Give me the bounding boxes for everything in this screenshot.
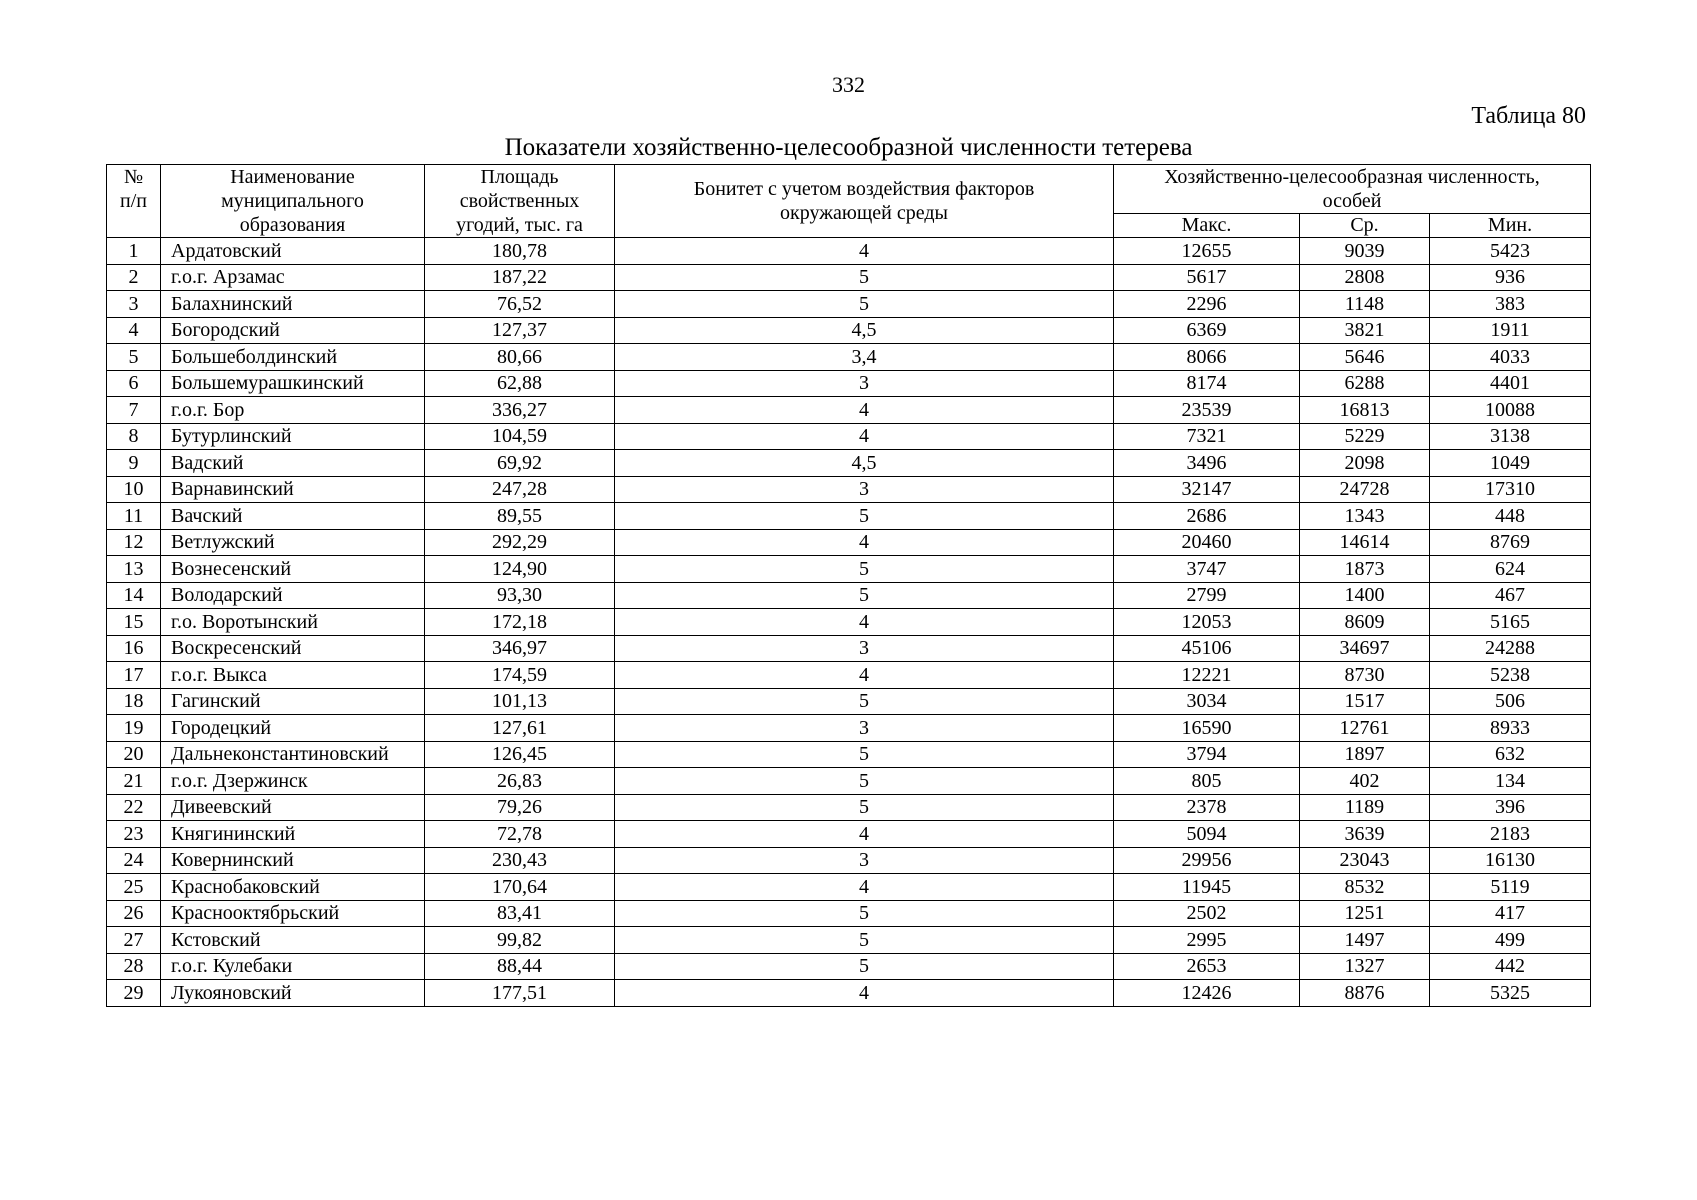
municipality-name: г.о.г. Арзамас bbox=[161, 264, 425, 291]
row-number: 1 bbox=[107, 238, 161, 265]
header-area-line: Площадь bbox=[480, 166, 559, 188]
max-value: 5094 bbox=[1114, 821, 1300, 848]
municipality-name: Бутурлинский bbox=[161, 423, 425, 450]
area-value: 88,44 bbox=[425, 953, 615, 980]
avg-value: 1897 bbox=[1300, 741, 1430, 768]
avg-value: 1400 bbox=[1300, 582, 1430, 609]
municipality-name: Большеболдинский bbox=[161, 344, 425, 371]
row-number: 7 bbox=[107, 397, 161, 424]
table-row bbox=[107, 900, 1591, 927]
max-value: 805 bbox=[1114, 768, 1300, 795]
header-no bbox=[107, 165, 161, 238]
area-value: 187,22 bbox=[425, 264, 615, 291]
municipality-name: Большемурашкинский bbox=[161, 370, 425, 397]
page-number: 332 bbox=[832, 72, 865, 97]
area-value: 177,51 bbox=[425, 980, 615, 1007]
avg-value: 8609 bbox=[1300, 609, 1430, 636]
max-value: 8174 bbox=[1114, 370, 1300, 397]
avg-value: 1517 bbox=[1300, 688, 1430, 715]
area-value: 230,43 bbox=[425, 847, 615, 874]
header-bonitet-line: окружающей среды bbox=[780, 202, 948, 224]
row-number: 15 bbox=[107, 609, 161, 636]
avg-value: 8532 bbox=[1300, 874, 1430, 901]
municipality-name: г.о.г. Выкса bbox=[161, 662, 425, 689]
min-value: 632 bbox=[1430, 741, 1591, 768]
municipality-name: Дальнеконстантиновский bbox=[161, 741, 425, 768]
min-value: 5119 bbox=[1430, 874, 1591, 901]
municipality-name: г.о. Воротынский bbox=[161, 609, 425, 636]
bonitet-value: 5 bbox=[615, 264, 1114, 291]
municipality-name: Княгининский bbox=[161, 821, 425, 848]
area-value: 247,28 bbox=[425, 476, 615, 503]
table-row bbox=[107, 821, 1591, 848]
max-value: 16590 bbox=[1114, 715, 1300, 742]
table-body bbox=[107, 238, 1591, 1007]
row-number: 27 bbox=[107, 927, 161, 954]
table-row bbox=[107, 450, 1591, 477]
area-value: 174,59 bbox=[425, 662, 615, 689]
municipality-name: Воскресенский bbox=[161, 635, 425, 662]
bonitet-value: 5 bbox=[615, 794, 1114, 821]
bonitet-value: 4,5 bbox=[615, 317, 1114, 344]
table-row bbox=[107, 397, 1591, 424]
row-number: 22 bbox=[107, 794, 161, 821]
avg-value: 1148 bbox=[1300, 291, 1430, 318]
avg-value: 5229 bbox=[1300, 423, 1430, 450]
bonitet-value: 4 bbox=[615, 529, 1114, 556]
min-value: 442 bbox=[1430, 953, 1591, 980]
area-value: 93,30 bbox=[425, 582, 615, 609]
municipality-name: г.о.г. Бор bbox=[161, 397, 425, 424]
avg-value: 1873 bbox=[1300, 556, 1430, 583]
max-value: 11945 bbox=[1114, 874, 1300, 901]
row-number: 6 bbox=[107, 370, 161, 397]
header-population-line: Хозяйственно-целесообразная численность, bbox=[1164, 166, 1540, 188]
table-row bbox=[107, 370, 1591, 397]
table-header bbox=[107, 165, 1591, 238]
table-row bbox=[107, 980, 1591, 1007]
min-value: 5238 bbox=[1430, 662, 1591, 689]
max-value: 12053 bbox=[1114, 609, 1300, 636]
min-value: 624 bbox=[1430, 556, 1591, 583]
area-value: 180,78 bbox=[425, 238, 615, 265]
header-bonitet-line: Бонитет с учетом воздействия факторов bbox=[693, 178, 1035, 200]
bonitet-value: 4 bbox=[615, 423, 1114, 450]
bonitet-value: 5 bbox=[615, 741, 1114, 768]
table-label: Таблица 80 bbox=[1471, 103, 1586, 129]
municipality-name: Ветлужский bbox=[161, 529, 425, 556]
bonitet-value: 4 bbox=[615, 397, 1114, 424]
avg-value: 2808 bbox=[1300, 264, 1430, 291]
row-number: 16 bbox=[107, 635, 161, 662]
header-population bbox=[1114, 165, 1591, 214]
row-number: 29 bbox=[107, 980, 161, 1007]
municipality-name: Вадский bbox=[161, 450, 425, 477]
table-row bbox=[107, 874, 1591, 901]
max-value: 3496 bbox=[1114, 450, 1300, 477]
table-row bbox=[107, 715, 1591, 742]
max-value: 12426 bbox=[1114, 980, 1300, 1007]
bonitet-value: 3 bbox=[615, 476, 1114, 503]
max-value: 2686 bbox=[1114, 503, 1300, 530]
bonitet-value: 4 bbox=[615, 874, 1114, 901]
table-row bbox=[107, 768, 1591, 795]
header-avg: Ср. bbox=[1300, 214, 1430, 238]
area-value: 104,59 bbox=[425, 423, 615, 450]
municipality-name: Кстовский bbox=[161, 927, 425, 954]
min-value: 417 bbox=[1430, 900, 1591, 927]
header-name-line: Наименование bbox=[230, 166, 355, 188]
municipality-name: Краснобаковский bbox=[161, 874, 425, 901]
max-value: 2378 bbox=[1114, 794, 1300, 821]
header-area-line: угодий, тыс. га bbox=[456, 214, 583, 236]
table-row bbox=[107, 291, 1591, 318]
municipality-name: г.о.г. Кулебаки bbox=[161, 953, 425, 980]
area-value: 76,52 bbox=[425, 291, 615, 318]
max-value: 6369 bbox=[1114, 317, 1300, 344]
avg-value: 14614 bbox=[1300, 529, 1430, 556]
max-value: 2653 bbox=[1114, 953, 1300, 980]
municipality-name: Дивеевский bbox=[161, 794, 425, 821]
header-area bbox=[425, 165, 615, 238]
row-number: 26 bbox=[107, 900, 161, 927]
min-value: 499 bbox=[1430, 927, 1591, 954]
table-row bbox=[107, 423, 1591, 450]
table-row bbox=[107, 953, 1591, 980]
population-table bbox=[106, 164, 1591, 1007]
table-row bbox=[107, 688, 1591, 715]
avg-value: 1327 bbox=[1300, 953, 1430, 980]
header-no-line: п/п bbox=[120, 190, 147, 212]
area-value: 62,88 bbox=[425, 370, 615, 397]
row-number: 12 bbox=[107, 529, 161, 556]
row-number: 18 bbox=[107, 688, 161, 715]
bonitet-value: 3 bbox=[615, 635, 1114, 662]
header-bonitet bbox=[615, 165, 1114, 238]
bonitet-value: 5 bbox=[615, 556, 1114, 583]
min-value: 134 bbox=[1430, 768, 1591, 795]
table-row bbox=[107, 317, 1591, 344]
avg-value: 9039 bbox=[1300, 238, 1430, 265]
area-value: 127,37 bbox=[425, 317, 615, 344]
bonitet-value: 5 bbox=[615, 503, 1114, 530]
row-number: 19 bbox=[107, 715, 161, 742]
municipality-name: Ардатовский bbox=[161, 238, 425, 265]
table-row bbox=[107, 662, 1591, 689]
min-value: 5423 bbox=[1430, 238, 1591, 265]
min-value: 17310 bbox=[1430, 476, 1591, 503]
max-value: 12655 bbox=[1114, 238, 1300, 265]
bonitet-value: 5 bbox=[615, 927, 1114, 954]
min-value: 396 bbox=[1430, 794, 1591, 821]
area-value: 170,64 bbox=[425, 874, 615, 901]
table-row bbox=[107, 238, 1591, 265]
row-number: 20 bbox=[107, 741, 161, 768]
min-value: 1049 bbox=[1430, 450, 1591, 477]
max-value: 3794 bbox=[1114, 741, 1300, 768]
min-value: 467 bbox=[1430, 582, 1591, 609]
min-value: 8769 bbox=[1430, 529, 1591, 556]
header-name bbox=[161, 165, 425, 238]
table-row bbox=[107, 927, 1591, 954]
min-value: 4033 bbox=[1430, 344, 1591, 371]
municipality-name: Богородский bbox=[161, 317, 425, 344]
table-row bbox=[107, 264, 1591, 291]
min-value: 936 bbox=[1430, 264, 1591, 291]
max-value: 2296 bbox=[1114, 291, 1300, 318]
table-row bbox=[107, 847, 1591, 874]
row-number: 17 bbox=[107, 662, 161, 689]
area-value: 72,78 bbox=[425, 821, 615, 848]
area-value: 126,45 bbox=[425, 741, 615, 768]
row-number: 13 bbox=[107, 556, 161, 583]
municipality-name: Вознесенский bbox=[161, 556, 425, 583]
avg-value: 16813 bbox=[1300, 397, 1430, 424]
municipality-name: Ковернинский bbox=[161, 847, 425, 874]
max-value: 2799 bbox=[1114, 582, 1300, 609]
bonitet-value: 4 bbox=[615, 238, 1114, 265]
table-row bbox=[107, 741, 1591, 768]
avg-value: 3639 bbox=[1300, 821, 1430, 848]
area-value: 83,41 bbox=[425, 900, 615, 927]
max-value: 2502 bbox=[1114, 900, 1300, 927]
table-row bbox=[107, 503, 1591, 530]
municipality-name: Варнавинский bbox=[161, 476, 425, 503]
bonitet-value: 4 bbox=[615, 980, 1114, 1007]
max-value: 20460 bbox=[1114, 529, 1300, 556]
municipality-name: г.о.г. Дзержинск bbox=[161, 768, 425, 795]
bonitet-value: 3 bbox=[615, 847, 1114, 874]
area-value: 292,29 bbox=[425, 529, 615, 556]
municipality-name: Вачский bbox=[161, 503, 425, 530]
header-population-line: особей bbox=[1322, 190, 1382, 212]
max-value: 5617 bbox=[1114, 264, 1300, 291]
area-value: 80,66 bbox=[425, 344, 615, 371]
area-value: 346,97 bbox=[425, 635, 615, 662]
min-value: 2183 bbox=[1430, 821, 1591, 848]
area-value: 99,82 bbox=[425, 927, 615, 954]
table-row bbox=[107, 476, 1591, 503]
area-value: 79,26 bbox=[425, 794, 615, 821]
min-value: 448 bbox=[1430, 503, 1591, 530]
header-no-line: № bbox=[123, 166, 144, 188]
min-value: 24288 bbox=[1430, 635, 1591, 662]
row-number: 25 bbox=[107, 874, 161, 901]
area-value: 89,55 bbox=[425, 503, 615, 530]
header-max: Макс. bbox=[1114, 214, 1300, 238]
bonitet-value: 5 bbox=[615, 291, 1114, 318]
table-row bbox=[107, 635, 1591, 662]
bonitet-value: 4,5 bbox=[615, 450, 1114, 477]
bonitet-value: 5 bbox=[615, 768, 1114, 795]
area-value: 172,18 bbox=[425, 609, 615, 636]
avg-value: 6288 bbox=[1300, 370, 1430, 397]
avg-value: 12761 bbox=[1300, 715, 1430, 742]
avg-value: 24728 bbox=[1300, 476, 1430, 503]
min-value: 383 bbox=[1430, 291, 1591, 318]
avg-value: 8876 bbox=[1300, 980, 1430, 1007]
max-value: 45106 bbox=[1114, 635, 1300, 662]
bonitet-value: 5 bbox=[615, 953, 1114, 980]
row-number: 3 bbox=[107, 291, 161, 318]
header-name-line: муниципального bbox=[221, 190, 364, 212]
max-value: 2995 bbox=[1114, 927, 1300, 954]
row-number: 14 bbox=[107, 582, 161, 609]
avg-value: 3821 bbox=[1300, 317, 1430, 344]
avg-value: 8730 bbox=[1300, 662, 1430, 689]
min-value: 5165 bbox=[1430, 609, 1591, 636]
min-value: 10088 bbox=[1430, 397, 1591, 424]
min-value: 3138 bbox=[1430, 423, 1591, 450]
min-value: 4401 bbox=[1430, 370, 1591, 397]
row-number: 4 bbox=[107, 317, 161, 344]
row-number: 28 bbox=[107, 953, 161, 980]
row-number: 5 bbox=[107, 344, 161, 371]
area-value: 69,92 bbox=[425, 450, 615, 477]
area-value: 336,27 bbox=[425, 397, 615, 424]
avg-value: 1251 bbox=[1300, 900, 1430, 927]
max-value: 12221 bbox=[1114, 662, 1300, 689]
max-value: 3747 bbox=[1114, 556, 1300, 583]
row-number: 23 bbox=[107, 821, 161, 848]
row-number: 24 bbox=[107, 847, 161, 874]
header-name-line: образования bbox=[239, 214, 346, 236]
municipality-name: Краснооктябрьский bbox=[161, 900, 425, 927]
min-value: 5325 bbox=[1430, 980, 1591, 1007]
area-value: 26,83 bbox=[425, 768, 615, 795]
bonitet-value: 3,4 bbox=[615, 344, 1114, 371]
min-value: 8933 bbox=[1430, 715, 1591, 742]
table-row bbox=[107, 529, 1591, 556]
max-value: 23539 bbox=[1114, 397, 1300, 424]
header-area-line: свойственных bbox=[459, 190, 580, 212]
row-number: 21 bbox=[107, 768, 161, 795]
max-value: 32147 bbox=[1114, 476, 1300, 503]
row-number: 8 bbox=[107, 423, 161, 450]
avg-value: 23043 bbox=[1300, 847, 1430, 874]
row-number: 9 bbox=[107, 450, 161, 477]
table-row bbox=[107, 582, 1591, 609]
min-value: 506 bbox=[1430, 688, 1591, 715]
row-number: 10 bbox=[107, 476, 161, 503]
municipality-name: Городецкий bbox=[161, 715, 425, 742]
table-row bbox=[107, 556, 1591, 583]
avg-value: 2098 bbox=[1300, 450, 1430, 477]
area-value: 101,13 bbox=[425, 688, 615, 715]
area-value: 124,90 bbox=[425, 556, 615, 583]
bonitet-value: 3 bbox=[615, 715, 1114, 742]
bonitet-value: 4 bbox=[615, 662, 1114, 689]
bonitet-value: 4 bbox=[615, 609, 1114, 636]
max-value: 7321 bbox=[1114, 423, 1300, 450]
row-number: 2 bbox=[107, 264, 161, 291]
bonitet-value: 3 bbox=[615, 370, 1114, 397]
area-value: 127,61 bbox=[425, 715, 615, 742]
bonitet-value: 5 bbox=[615, 900, 1114, 927]
municipality-name: Гагинский bbox=[161, 688, 425, 715]
avg-value: 1343 bbox=[1300, 503, 1430, 530]
table-row bbox=[107, 609, 1591, 636]
header-min: Мин. bbox=[1430, 214, 1591, 238]
avg-value: 402 bbox=[1300, 768, 1430, 795]
max-value: 3034 bbox=[1114, 688, 1300, 715]
table-row bbox=[107, 344, 1591, 371]
max-value: 29956 bbox=[1114, 847, 1300, 874]
table-row bbox=[107, 794, 1591, 821]
bonitet-value: 4 bbox=[615, 821, 1114, 848]
row-number: 11 bbox=[107, 503, 161, 530]
table-title: Показатели хозяйственно-целесообразной численности тетерева bbox=[504, 134, 1193, 161]
municipality-name: Балахнинский bbox=[161, 291, 425, 318]
bonitet-value: 5 bbox=[615, 688, 1114, 715]
avg-value: 1189 bbox=[1300, 794, 1430, 821]
max-value: 8066 bbox=[1114, 344, 1300, 371]
municipality-name: Володарский bbox=[161, 582, 425, 609]
avg-value: 34697 bbox=[1300, 635, 1430, 662]
avg-value: 5646 bbox=[1300, 344, 1430, 371]
min-value: 1911 bbox=[1430, 317, 1591, 344]
bonitet-value: 5 bbox=[615, 582, 1114, 609]
municipality-name: Лукояновский bbox=[161, 980, 425, 1007]
min-value: 16130 bbox=[1430, 847, 1591, 874]
avg-value: 1497 bbox=[1300, 927, 1430, 954]
